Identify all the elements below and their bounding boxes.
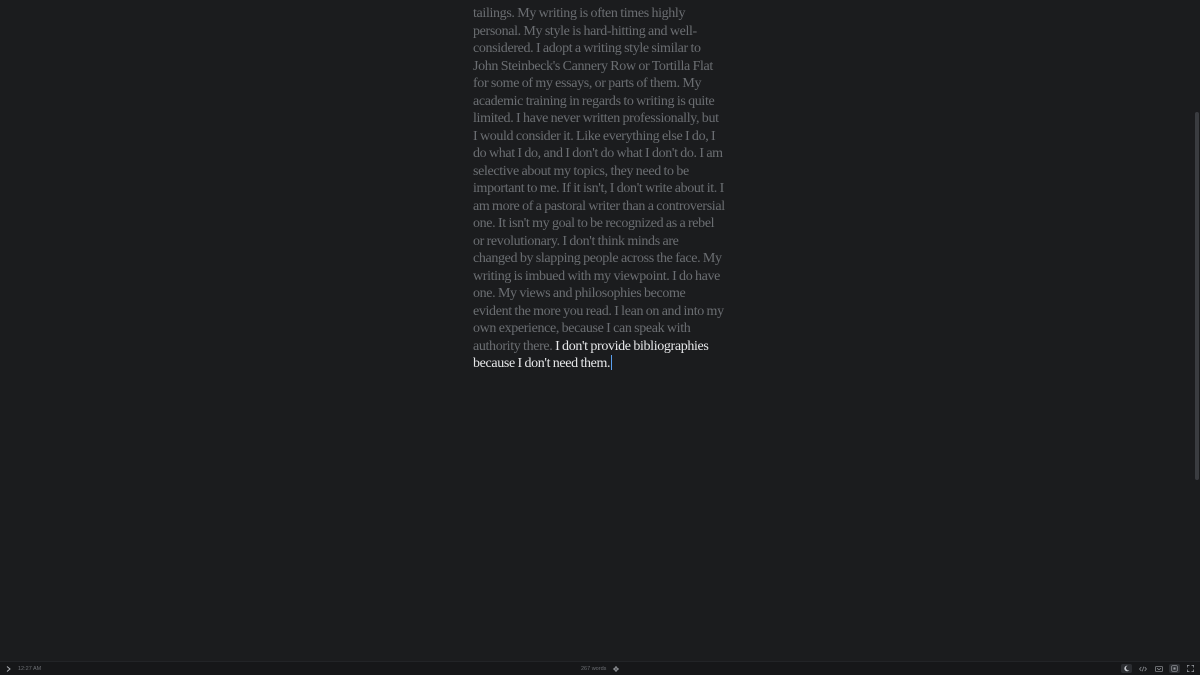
- gear-icon[interactable]: [612, 662, 619, 675]
- footer-bar: [0, 661, 1200, 675]
- focus-sentence: I don't provide bibliographies because I don't need them.: [473, 338, 709, 371]
- footer-right-icons: [1121, 662, 1196, 675]
- scrollbar-thumb[interactable]: [1195, 112, 1199, 480]
- preview-icon[interactable]: [1153, 664, 1164, 673]
- faded-text: tailings. My writing is often times highly personal. My style is hard-hitting and well-considered. I adopt a writing style similar to John Steinbeck's Cannery Row or Tortilla Flat for some of my essays, or parts of them. My academic training in regards to writing is quite limited. I have never written professionally, but I would consider it. Like everything else I do, I do what I do, and I don't do what I don't do. I am selective about my topics, they need to be important to me. If it isn't, I don't write about it. I am more of a pastoral writer than a controversial one. It isn't my goal to be recognized as a rebel or revolutionary. I don't think minds are changed by slapping people across the face. My writing is imbued with my viewpoint. I do have one. My views and philosophies become evident the more you read. I lean on and into my own experience, because I can speak with authority there.: [473, 6, 725, 354]
- document-text[interactable]: [473, 5, 725, 373]
- fullscreen-icon[interactable]: [1185, 664, 1196, 673]
- chevron-right-icon[interactable]: [4, 662, 12, 675]
- moon-icon[interactable]: [1121, 664, 1132, 673]
- word-count-label[interactable]: 267 words: [581, 665, 607, 672]
- typewriter-icon[interactable]: [1169, 664, 1180, 673]
- scrollbar[interactable]: [1194, 0, 1200, 662]
- text-caret: [611, 355, 612, 370]
- clock-label: 12:27 AM: [18, 665, 42, 672]
- code-icon[interactable]: [1137, 664, 1148, 673]
